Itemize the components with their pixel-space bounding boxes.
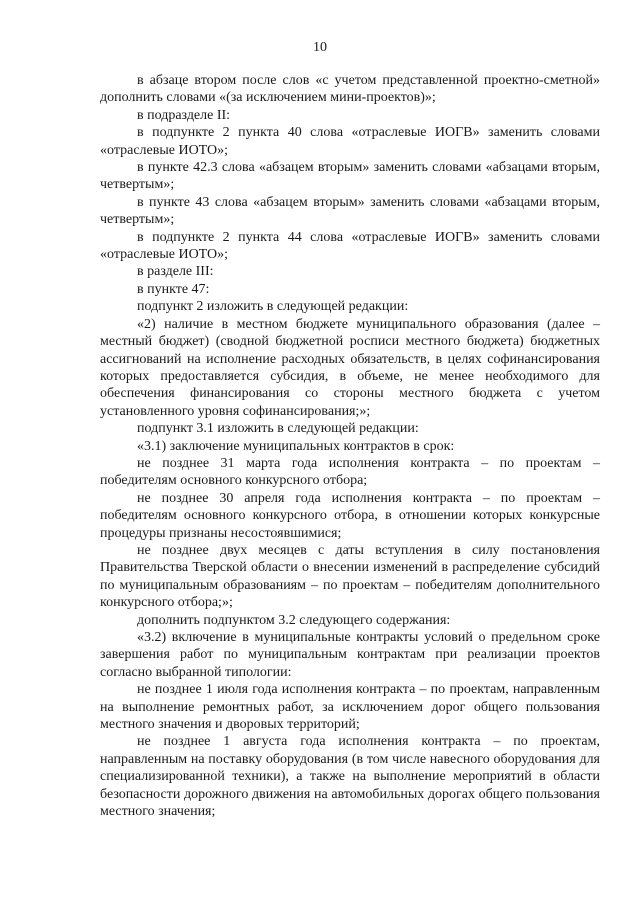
paragraph: не позднее 30 апреля года исполнения контракта – по проектам – победителям основного конкурсного отбора, в отношении которых конкурсные процедуры признаны несостоявшимися; [100,490,600,541]
paragraph: «3.1) заключение муниципальных контрактов в срок: [137,438,455,454]
paragraph: в пункте 43 слова «абзацем вторым» заменить словами «абзацами вторым, четвертым»; [100,194,600,228]
document-body [100,72,600,820]
page-number: 10 [313,40,327,55]
paragraph: не позднее 1 июля года исполнения контракта – по проектам, направленным на выполнение ремонтных работ, за исключением дорог общего пользования местного значения и дворовых территорий; [100,682,600,733]
paragraph: в разделе III: [137,264,214,280]
paragraph: в подпункте 2 пункта 44 слова «отраслевые ИОГВ» заменить словами «отраслевые ИОТО»; [100,229,600,263]
paragraph: не позднее 31 марта года исполнения контракта – по проектам – победителям основного конкурсного отбора; [100,455,600,489]
paragraph: подпункт 3.1 изложить в следующей редакции: [137,421,419,437]
paragraph: не позднее двух месяцев с даты вступления в силу постановления Правительства Тверской области о внесении изменений в распределение субсидий по муниципальным образованиям – по проектам – победителям дополнительного конкурсного отбора;»; [100,542,600,611]
paragraph: в подпункте 2 пункта 40 слова «отраслевые ИОГВ» заменить словами «отраслевые ИОТО»; [100,125,600,158]
paragraph: в подразделе II: [137,107,231,123]
paragraph: «2) наличие в местном бюджете муниципального образования (далее – местный бюджет) (сводной бюджетной росписи местного бюджета) бюджетных ассигнований на исполнение расходных обязательств, в целях софинансирования которых предоставляется субсидия, в объеме, не менее необходимого для обеспечения финансирования со стороны местного бюджета с учетом установленного уровня софинансирования;»; [100,316,600,419]
paragraph: подпункт 2 изложить в следующей редакции: [137,299,409,315]
paragraph: дополнить подпунктом 3.2 следующего содержания: [137,612,451,628]
paragraph: «3.2) включение в муниципальные контракты условий о предельном сроке завершения работ по муниципальным контрактам при реализации проектов согласно выбранной типологии: [100,630,600,680]
paragraph: в пункте 47: [137,281,210,297]
paragraph: в абзаце втором после слов «с учетом представленной проектно-сметной» дополнить словами «(за исключением мини-проектов)»; [100,73,600,106]
paragraph: в пункте 42.3 слова «абзацем вторым» заменить словами «абзацами вторым, четвертым»; [100,160,600,193]
paragraph: не позднее 1 августа года исполнения контракта – по проектам, направленным на поставку оборудования (в том числе навесного оборудования для специализированной техники), а также на выполнение мероприятий в области безопасности дорожного движения на автомобильных дорогах общего пользования местного значения; [100,734,600,820]
